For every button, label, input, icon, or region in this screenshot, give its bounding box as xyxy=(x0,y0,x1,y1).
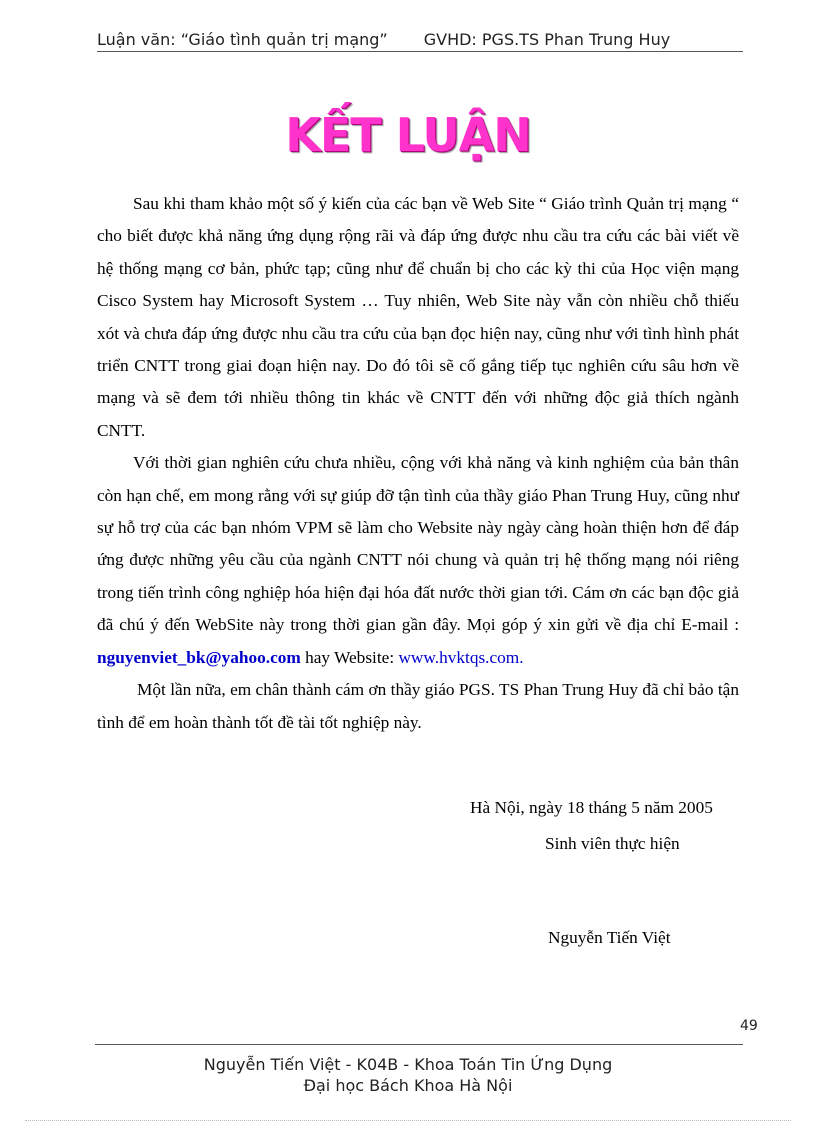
paragraph-2-text: Với thời gian nghiên cứu chưa nhiều, cộng với khả năng và kinh nghiệm của bản thân còn hạn chế, em mong rằng với sự giúp đỡ tận tình của thầy giáo Phan Trung Huy, cũng như sự hỗ trợ của các bạn nhóm VPM sẽ làm cho Website này ngày càng hoàn thiện hơn để đáp ứng được những yêu cầu của ngành CNTT nói chung và quản trị hệ thống mạng nói riêng trong tiến trình công nghiệp hóa hiện đại hóa đất nước thời gian tới. Cám ơn các bạn độc giả đã chú ý đến WebSite này trong thời gian gần đây. Mọi góp ý xin gửi về địa chỉ E-mail : xyxy=(97,453,739,635)
page-footer xyxy=(0,1054,816,1096)
email-link[interactable]: nguyenviet_bk@yahoo.com xyxy=(97,647,301,667)
page-header xyxy=(97,30,743,52)
footer-author-line: Nguyễn Tiến Việt - K04B - Khoa Toán Tin Ứng Dụng xyxy=(203,1055,613,1074)
thesis-title: Luận văn: “Giáo tình quản trị mạng” xyxy=(97,30,388,49)
signature-role: Sinh viên thực hiện xyxy=(545,834,680,853)
page-number: 49 xyxy=(740,1018,758,1034)
footer-divider xyxy=(95,1044,743,1045)
signature-date: Hà Nội, ngày 18 tháng 5 năm 2005 xyxy=(470,798,713,817)
footer-university-line: Đại học Bách Khoa Hà Nội xyxy=(303,1076,513,1095)
paragraph-3: Một lần nữa, em chân thành cám ơn thầy giáo PGS. TS Phan Trung Huy đã chỉ bảo tận tình để em hoàn thành tốt đề tài tốt nghiệp này. xyxy=(97,680,739,732)
advisor-label: GVHD: PGS.TS Phan Trung Huy xyxy=(423,30,671,49)
signature-name: Nguyễn Tiến Việt xyxy=(548,928,671,947)
page-edge xyxy=(25,1120,791,1121)
website-link[interactable]: www.hvktqs.com. xyxy=(398,647,524,667)
paragraph-1: Sau khi tham khảo một số ý kiến của các bạn về Web Site “ Giáo trình Quản trị mạng “ cho biết được khả năng ứng dụng rộng rãi và đáp ứng được nhu cầu tra cứu các bài viết về hệ thống mạng cơ bản, phức tạp; cũng như để chuẩn bị cho các kỳ thi của Học viện mạng Cisco System hay Microsoft System … Tuy nhiên, Web Site này vẫn còn nhiều chỗ thiếu xót và chưa đáp ứng được nhu cầu tra cứu của bạn đọc hiện nay, cũng như với tình hình phát triển CNTT trong giai đoạn hiện nay. Do đó tôi sẽ cố gắng tiếp tục nghiên cứu sâu hơn về mạng và sẽ đem tới nhiều thông tin khác về CNTT đến với những độc giả thích ngành CNTT. xyxy=(97,194,739,440)
paragraph-2 xyxy=(97,447,739,674)
website-label: hay Website: xyxy=(305,647,395,667)
conclusion-body xyxy=(97,188,739,739)
page-title: KẾT LUẬN xyxy=(285,108,531,162)
